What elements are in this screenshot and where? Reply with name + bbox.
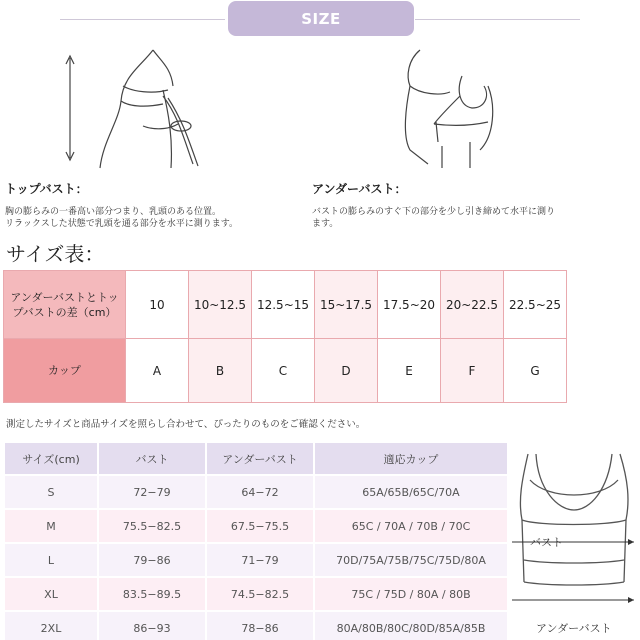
size-check-note: 測定したサイズと商品サイズを照らし合わせて、ぴったりのものをご確認ください。 bbox=[6, 419, 366, 430]
diff-row-header: アンダーバストとトップバストの差（cm） bbox=[4, 271, 126, 339]
diff-cell: 22.5~25 bbox=[504, 271, 567, 339]
cup-cell: A bbox=[126, 339, 189, 403]
cup-cell: B bbox=[189, 339, 252, 403]
table-row bbox=[5, 476, 507, 508]
table-cell: 65A/65B/65C/70A bbox=[315, 476, 507, 508]
cup-row bbox=[4, 339, 567, 403]
table-cell: 2XL bbox=[5, 612, 97, 640]
table-cell: 71−79 bbox=[207, 544, 313, 576]
diff-cell: 17.5~20 bbox=[378, 271, 441, 339]
size-title-pill: SIZE bbox=[228, 1, 414, 36]
table-cell: 74.5−82.5 bbox=[207, 578, 313, 610]
table-row bbox=[5, 612, 507, 640]
top-bust-text-line: 胸の膨らみの一番高い部分つまり、乳頭のある位置。 bbox=[5, 207, 222, 217]
cup-cell: G bbox=[504, 339, 567, 403]
cup-row-header: カップ bbox=[4, 339, 126, 403]
table-cell: 72−79 bbox=[99, 476, 205, 508]
top-bust-text bbox=[5, 206, 238, 230]
table-cell: 75C / 75D / 80A / 80B bbox=[315, 578, 507, 610]
column-header: バスト bbox=[99, 443, 205, 474]
header-divider-right bbox=[415, 19, 580, 20]
table-cell: 65C / 70A / 70B / 70C bbox=[315, 510, 507, 542]
top-bust-illustration bbox=[3, 46, 255, 170]
diff-cell: 12.5~15 bbox=[252, 271, 315, 339]
table-cell: 80A/80B/80C/80D/85A/85B bbox=[315, 612, 507, 640]
header-divider-left bbox=[60, 19, 225, 20]
table-cell: 79−86 bbox=[99, 544, 205, 576]
table-cell: 83.5−89.5 bbox=[99, 578, 205, 610]
table-cell: 64−72 bbox=[207, 476, 313, 508]
top-bust-title: トップバスト： bbox=[5, 182, 88, 196]
table-cell: 75.5−82.5 bbox=[99, 510, 205, 542]
table-row bbox=[5, 578, 507, 610]
under-bust-figure bbox=[310, 46, 574, 170]
product-size-table bbox=[3, 441, 509, 640]
top-bust-text-line: リラックスした状態で乳頭を通る部分を水平に測ります。 bbox=[5, 219, 239, 229]
diff-row bbox=[4, 271, 567, 339]
table-cell: 78−86 bbox=[207, 612, 313, 640]
under-bust-text-line: ます。 bbox=[312, 219, 339, 229]
table-cell: L bbox=[5, 544, 97, 576]
cup-cell: E bbox=[378, 339, 441, 403]
bust-label: バスト bbox=[530, 536, 563, 549]
under-bust-label: アンダーバスト bbox=[536, 622, 612, 635]
table-header-row bbox=[5, 443, 507, 474]
size-chart-title: サイズ表： bbox=[6, 242, 105, 266]
table-cell: XL bbox=[5, 578, 97, 610]
column-header: 適応カップ bbox=[315, 443, 507, 474]
cup-size-table bbox=[3, 270, 567, 403]
top-bust-figure bbox=[3, 46, 255, 170]
table-cell: S bbox=[5, 476, 97, 508]
diff-cell: 10 bbox=[126, 271, 189, 339]
table-cell: M bbox=[5, 510, 97, 542]
table-row bbox=[5, 510, 507, 542]
diff-cell: 15~17.5 bbox=[315, 271, 378, 339]
under-bust-title: アンダーバスト： bbox=[312, 182, 407, 196]
under-bust-text bbox=[312, 206, 555, 230]
cup-cell: C bbox=[252, 339, 315, 403]
table-cell: 67.5−75.5 bbox=[207, 510, 313, 542]
table-row bbox=[5, 544, 507, 576]
bra-diagram bbox=[508, 450, 640, 640]
column-header: アンダーバスト bbox=[207, 443, 313, 474]
table-cell: 86−93 bbox=[99, 612, 205, 640]
table-cell: 70D/75A/75B/75C/75D/80A bbox=[315, 544, 507, 576]
diff-cell: 10~12.5 bbox=[189, 271, 252, 339]
column-header: サイズ(cm) bbox=[5, 443, 97, 474]
under-bust-illustration bbox=[310, 46, 574, 170]
bra-outline bbox=[508, 450, 640, 640]
under-bust-text-line: バストの膨らみのすぐ下の部分を少し引き締めて水平に測り bbox=[312, 207, 556, 217]
cup-cell: D bbox=[315, 339, 378, 403]
cup-cell: F bbox=[441, 339, 504, 403]
diff-cell: 20~22.5 bbox=[441, 271, 504, 339]
